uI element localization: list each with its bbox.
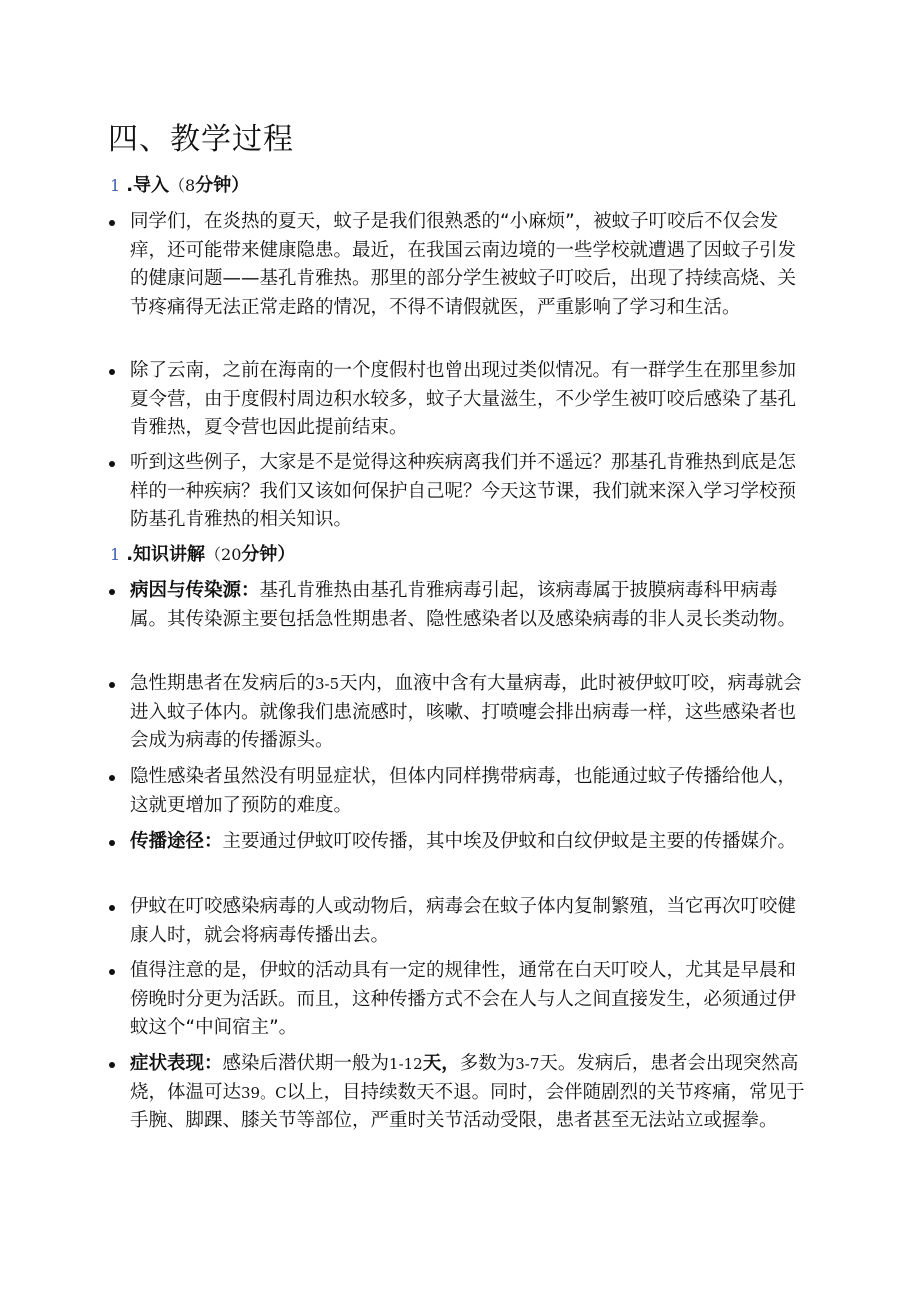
bullet-body: 多数为 [459, 1053, 516, 1074]
list-item [108, 893, 808, 950]
bullet-number: 3-7 [515, 1055, 540, 1073]
page-title: 四、教学过程 [108, 122, 294, 157]
bullet-body: 天内，血液中含有大量病毒，此时被伊蚊叮咬，病毒就会进入蚊子体内。就像我们患流感时，咳嗽、打喷嚏会排出病毒一样，这些感染者也会成为病毒的传播源头。 [130, 673, 802, 751]
section-label: .导入 [126, 175, 170, 196]
bullet-lead: 传播途径： [130, 831, 223, 852]
list-item [108, 670, 808, 756]
section-paren: （ [205, 545, 222, 564]
list-item [108, 449, 808, 535]
bullet-number: 1-12 [389, 1055, 423, 1073]
bullet-bold-text: 天， [422, 1053, 460, 1074]
bullet-body: 急性期患者在发病后的 [130, 673, 316, 694]
list-item [108, 1050, 808, 1136]
paragraph-text: 值得注意的是，伊蚊的活动具有一定的规律性，通常在白天叮咬人，尤其是早晨和傍晚时分更为活跃。而且，这种传播方式不会在人与人之间直接发生，必须通过伊蚊这个“中间宿主”。 [130, 960, 797, 1038]
paragraph-text: 同学们，在炎热的夏天，蚊子是我们很熟悉的“小麻烦”，被蚊子叮咬后不仅会发痒，还可能带来健康隐患。最近，在我国云南边境的一些学校就遭遇了因蚊子引发的健康问题——基孔肯雅热。那里的部分学生被蚊子叮咬后，出现了持续高烧、关节疼痛得无法正常走路的情况，不得不请假就医，严重影响了学习和生活。 [130, 211, 797, 318]
section-heading-knowledge [110, 541, 295, 569]
bullet-dot-icon [109, 1062, 115, 1068]
bullet-body: 主要通过伊蚊叮咬传播，其中埃及伊蚊和白纹伊蚊是主要的传播媒介。 [222, 831, 797, 852]
section-duration-unit: 分钟） [195, 175, 250, 196]
paragraph-text: 除了云南，之前在海南的一个度假村也曾出现过类似情况。有一群学生在那里参加夏令营，由于度假村周边积水较多，蚊子大量滋生，不少学生被叮咬后感染了基孔肯雅热，夏令营也因此提前结束。 [130, 360, 797, 438]
bullet-dot-icon [109, 840, 115, 846]
bullet-body: 天。发病后，患者会出现突然高烧，体温可达 [130, 1053, 799, 1103]
paragraph-text: 听到这些例子，大家是不是觉得这种疾病离我们并不遥远？那基孔肯雅热到底是怎样的一种疾病？我们又该如何保护自己呢？今天这节课，我们就来深入学习学校预防基孔肯雅热的相关知识。 [130, 452, 797, 530]
bullet-body: 感染后潜伏期一般为 [222, 1053, 390, 1074]
paragraph-text [130, 577, 808, 634]
paragraph-text [130, 828, 808, 857]
paragraph-text [130, 670, 808, 756]
bullet-number: 39。C [241, 1083, 287, 1102]
section-duration-number: 20 [221, 545, 242, 564]
bullet-dot-icon [109, 969, 115, 975]
list-item [108, 208, 808, 322]
bullet-body: 以上，目持续数天不退。同时，会伴随剧烈的关节疼痛，常见于手腕、脚踝、膝关节等部位，严重时关节活动受限，患者甚至无法站立或握拳。 [130, 1081, 805, 1131]
bullet-dot-icon [109, 682, 115, 688]
section-label: .知识讲解 [126, 544, 206, 565]
bullet-dot-icon [109, 775, 115, 781]
bullet-dot-icon [109, 220, 115, 226]
list-item [108, 357, 808, 443]
section-duration-number: 8 [185, 176, 196, 195]
section-number: 1 [110, 176, 121, 195]
bullet-dot-icon [109, 461, 115, 467]
list-item [108, 957, 808, 1043]
bullet-lead: 病因与传染源： [130, 580, 260, 601]
section-number: 1 [110, 545, 121, 564]
bullet-dot-icon [109, 369, 115, 375]
bullet-body: 基孔肯雅热由基孔肯雅病毒引起，该病毒属于披膜病毒科甲病毒属。其传染源主要包括急性期患者、隐性感染者以及感染病毒的非人灵长类动物。 [130, 580, 797, 630]
bullet-number: 3-5 [315, 675, 340, 693]
paragraph-text [130, 1050, 808, 1136]
paragraph-text: 伊蚊在叮咬感染病毒的人或动物后，病毒会在蚊子体内复制繁殖，当它再次叮咬健康人时，就会将病毒传播出去。 [130, 896, 797, 946]
section-paren: （ [169, 176, 186, 195]
section-heading-intro [110, 172, 249, 200]
section-duration-unit: 分钟） [241, 544, 296, 565]
bullet-lead: 症状表现： [130, 1053, 223, 1074]
bullet-dot-icon [109, 589, 115, 595]
list-item [108, 577, 808, 634]
list-item [108, 828, 808, 857]
bullet-dot-icon [109, 905, 115, 911]
paragraph-text: 隐性感染者虽然没有明显症状，但体内同样携带病毒，也能通过蚊子传播给他人，这就更增加了预防的难度。 [130, 766, 797, 816]
list-item [108, 763, 808, 820]
